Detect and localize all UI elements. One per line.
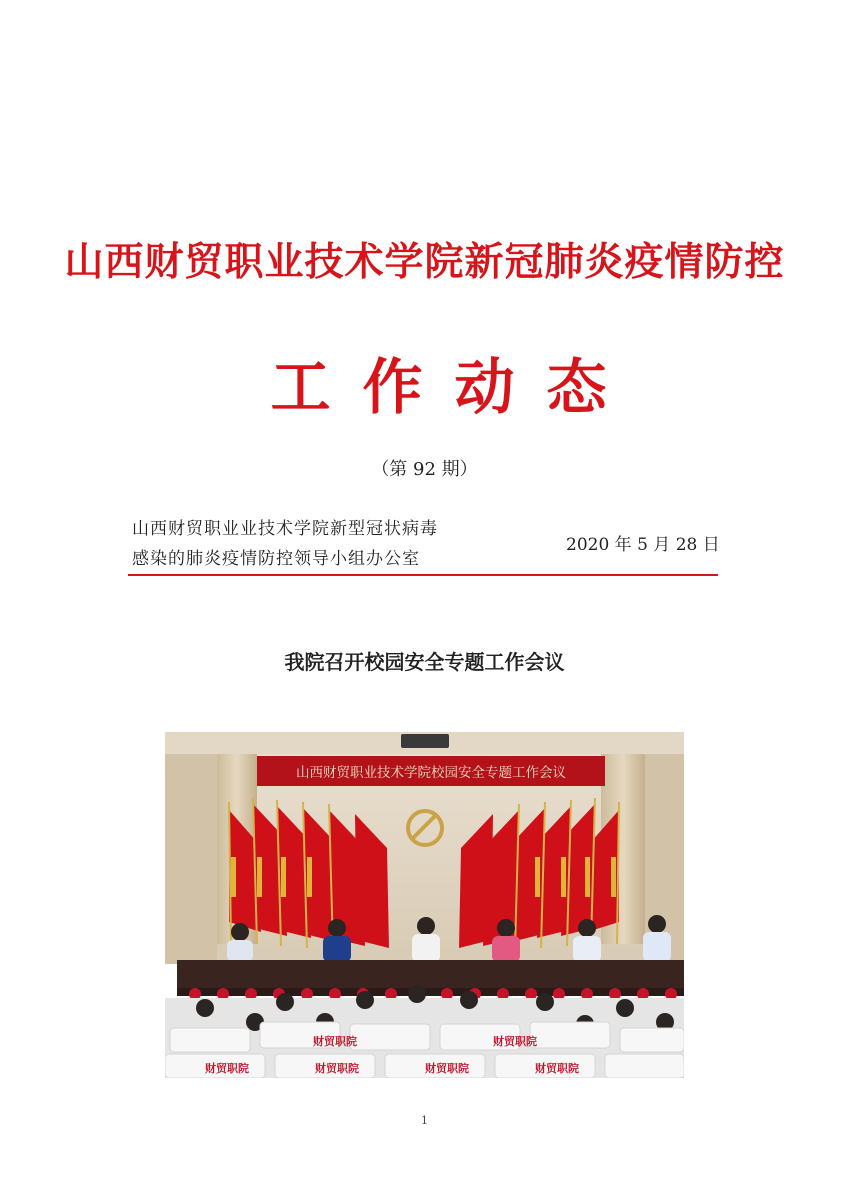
chair-label-6: 财贸职院 [493, 1035, 537, 1048]
page-number: 1 [421, 1114, 428, 1127]
issuing-office-line-2: 感染的肺炎疫情防控领导小组办公室 [132, 549, 420, 569]
issue-number: （第 92 期） [371, 459, 478, 480]
chair-label-1: 财贸职院 [205, 1062, 249, 1075]
chair-label-3: 财贸职院 [425, 1062, 469, 1075]
chair-label-5: 财贸职院 [313, 1035, 357, 1048]
chair-label-2: 财贸职院 [315, 1062, 359, 1075]
banner-text: 山西财贸职业技术学院校园安全专题工作会议 [296, 765, 566, 781]
header-divider [128, 574, 718, 576]
masthead-subtitle: 工作动态 [270, 353, 639, 423]
issuing-office-line-1: 山西财贸职业业技术学院新型冠状病毒 [132, 519, 438, 539]
issue-date: 2020 年 5 月 28 日 [566, 535, 720, 555]
article-title: 我院召开校园安全专题工作会议 [284, 650, 565, 674]
masthead-title: 山西财贸职业技术学院新冠肺炎疫情防控 [64, 239, 785, 285]
chair-label-4: 财贸职院 [535, 1062, 579, 1075]
meeting-photo [165, 732, 684, 1078]
issuing-office [132, 514, 438, 574]
